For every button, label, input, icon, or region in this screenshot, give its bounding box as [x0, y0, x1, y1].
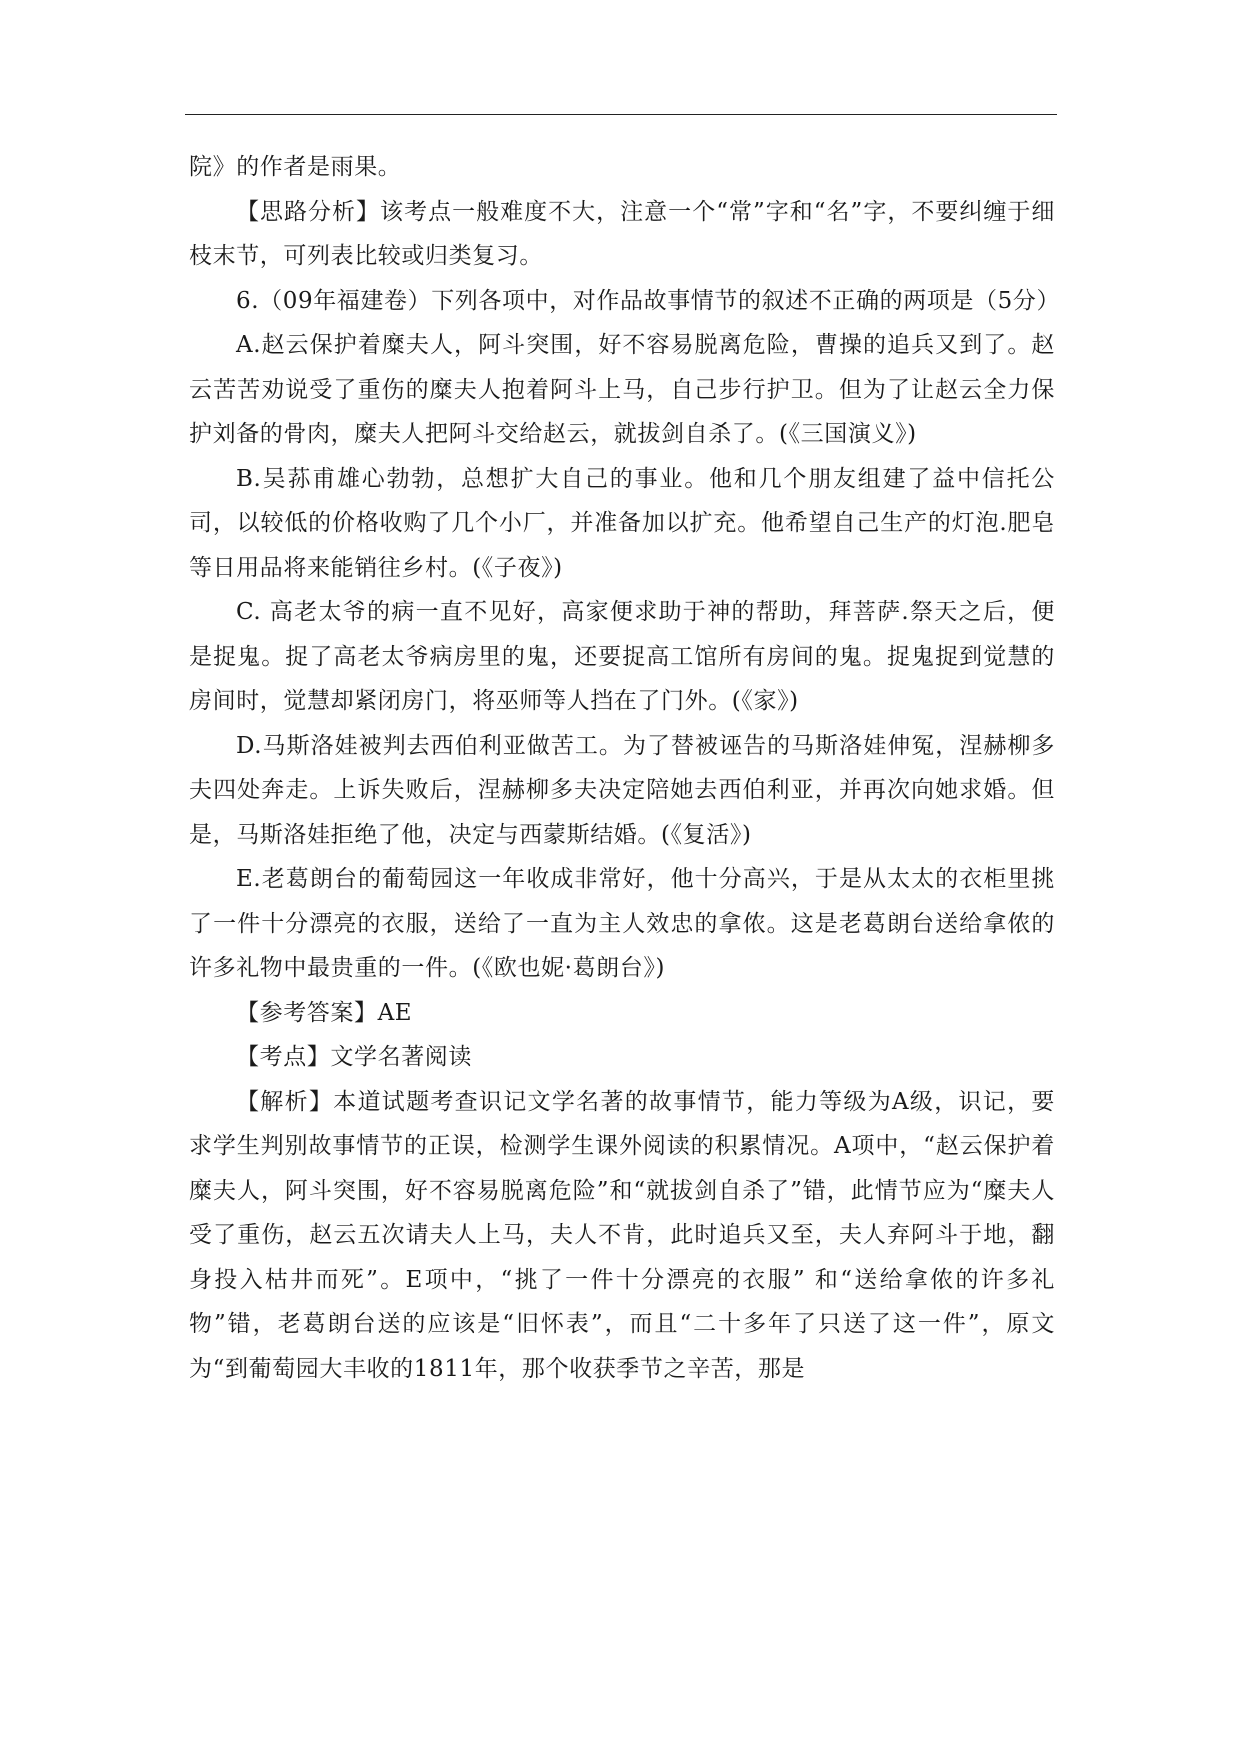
document-body	[189, 145, 1061, 1391]
option-c: C. 高老太爷的病一直不见好，高家便求助于神的帮助，拜菩萨.祭天之后，便是捉鬼。捉了高老太爷病房里的鬼，还要捉高工馆所有房间的鬼。捉鬼捉到觉慧的房间时，觉慧却紧闭房门，将巫师等人挡在了门外。(《家》)	[189, 599, 1055, 714]
option-e: E.老葛朗台的葡萄园这一年收成非常好，他十分高兴，于是从太太的衣柜里挑了一件十分漂亮的衣服，送给了一直为主人效忠的拿侬。这是老葛朗台送给拿侬的许多礼物中最贵重的一件。(《欧也妮·葛朗台》)	[189, 866, 1055, 981]
explanation: 【解析】本道试题考查识记文学名著的故事情节，能力等级为A级，识记，要求学生判别故事情节的正误，检测学生课外阅读的积累情况。A项中，“赵云保护着糜夫人，阿斗突围，好不容易脱离危险”和“就拔剑自杀了”错，此情节应为“糜夫人受了重伤，赵云五次请夫人上马，夫人不肯，此时追兵又至，夫人弃阿斗于地，翻身投入枯井而死”。E项中，“挑了一件十分漂亮的衣服” 和“送给拿侬的许多礼物”错，老葛朗台送的应该是“旧怀表”，而且“二十多年了只送了这一件”，原文为“到葡萄园大丰收的1811年，那个收获季节之辛苦，那是	[189, 1088, 1055, 1382]
thinking-analysis: 【思路分析】该考点一般难度不大，注意一个“常”字和“名”字，不要纠缠于细枝末节，可列表比较或归类复习。	[189, 198, 1055, 269]
header-rule	[185, 114, 1057, 115]
option-a: A.赵云保护着糜夫人，阿斗突围，好不容易脱离危险，曹操的追兵又到了。赵云苦苦劝说受了重伤的糜夫人抱着阿斗上马，自己步行护卫。但为了让赵云全力保护刘备的骨肉，糜夫人把阿斗交给赵云，就拔剑自杀了。(《三国演义》)	[189, 332, 1055, 447]
question-stem: 6.（09年福建卷）下列各项中，对作品故事情节的叙述不正确的两项是（5分）	[236, 287, 1061, 314]
option-b: B.吴荪甫雄心勃勃，总想扩大自己的事业。他和几个朋友组建了益中信托公司，以较低的价格收购了几个小厂，并准备加以扩充。他希望自己生产的灯泡.肥皂等日用品将来能销往乡村。(《子夜》)	[189, 465, 1055, 581]
reference-answer: 【参考答案】AE	[236, 999, 413, 1026]
option-d: D.马斯洛娃被判去西伯利亚做苦工。为了替被诬告的马斯洛娃伸冤，涅赫柳多夫四处奔走。上诉失败后，涅赫柳多夫决定陪她去西伯利亚，并再次向她求婚。但是，马斯洛娃拒绝了他，决定与西蒙斯结婚。(《复活》)	[189, 732, 1055, 848]
test-point: 【考点】文学名著阅读	[236, 1044, 472, 1070]
continuation-text: 院》的作者是雨果。	[189, 154, 402, 180]
